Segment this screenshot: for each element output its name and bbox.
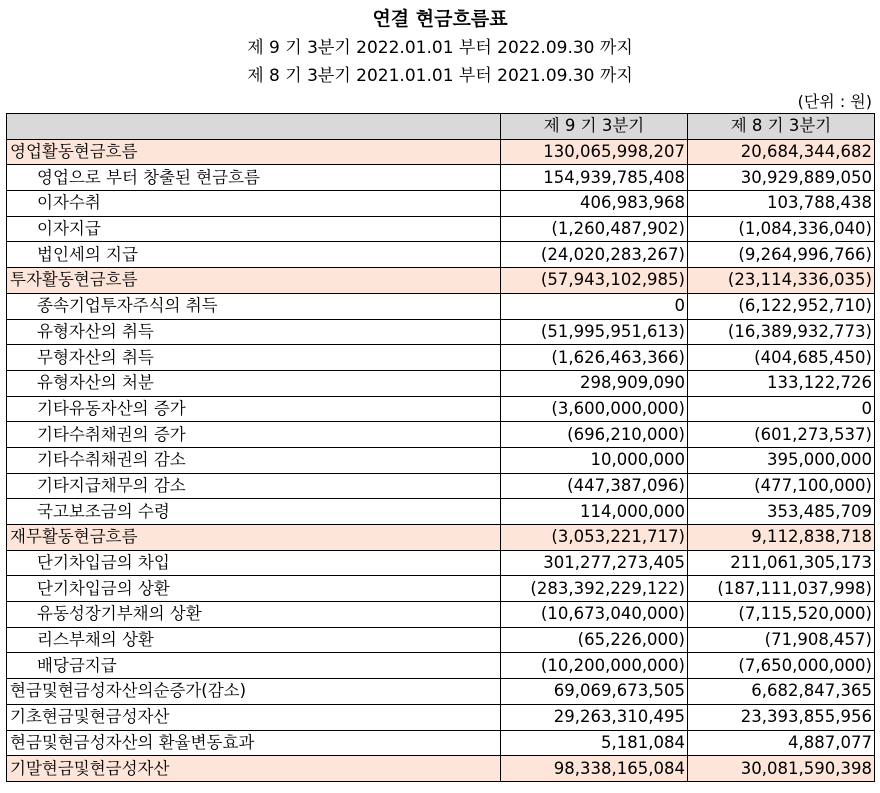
value-current-period: 98,338,165,084 bbox=[501, 756, 688, 782]
value-current-period: 5,181,084 bbox=[501, 730, 688, 756]
table-row bbox=[7, 473, 875, 499]
value-current-period: 10,000,000 bbox=[501, 447, 688, 473]
table-body bbox=[7, 139, 875, 781]
value-prior-period: 395,000,000 bbox=[688, 447, 875, 473]
table-row bbox=[7, 602, 875, 628]
table-row bbox=[7, 550, 875, 576]
table-row bbox=[7, 653, 875, 679]
value-prior-period: 353,485,709 bbox=[688, 499, 875, 525]
value-current-period: (24,020,283,267) bbox=[501, 242, 688, 268]
value-prior-period: 9,112,838,718 bbox=[688, 525, 875, 551]
table-row bbox=[7, 268, 875, 294]
table-row bbox=[7, 165, 875, 191]
header-prior-period: 제 8 기 3분기 bbox=[688, 114, 875, 140]
row-label: 유형자산의 처분 bbox=[7, 370, 501, 396]
value-current-period: (1,626,463,366) bbox=[501, 345, 688, 371]
value-prior-period: 30,081,590,398 bbox=[688, 756, 875, 782]
value-prior-period: (16,389,932,773) bbox=[688, 319, 875, 345]
row-label: 영업으로 부터 창출된 현금흐름 bbox=[7, 165, 501, 191]
value-prior-period: 30,929,889,050 bbox=[688, 165, 875, 191]
value-prior-period: (187,111,037,998) bbox=[688, 576, 875, 602]
value-prior-period: (404,685,450) bbox=[688, 345, 875, 371]
row-label: 법인세의 지급 bbox=[7, 242, 501, 268]
value-current-period: 298,909,090 bbox=[501, 370, 688, 396]
table-row bbox=[7, 345, 875, 371]
table-row bbox=[7, 704, 875, 730]
row-label: 현금및현금성자산의순증가(감소) bbox=[7, 679, 501, 705]
cash-flow-table bbox=[6, 113, 875, 782]
row-label: 재무활동현금흐름 bbox=[7, 525, 501, 551]
row-label: 단기차입금의 차입 bbox=[7, 550, 501, 576]
table-row bbox=[7, 730, 875, 756]
value-current-period: (3,053,221,717) bbox=[501, 525, 688, 551]
row-label: 기말현금및현금성자산 bbox=[7, 756, 501, 782]
table-row bbox=[7, 499, 875, 525]
value-prior-period: (71,908,457) bbox=[688, 627, 875, 653]
value-prior-period: (1,084,336,040) bbox=[688, 216, 875, 242]
value-prior-period: (477,100,000) bbox=[688, 473, 875, 499]
value-current-period: (1,260,487,902) bbox=[501, 216, 688, 242]
header-current-period: 제 9 기 3분기 bbox=[501, 114, 688, 140]
row-label: 단기차입금의 상환 bbox=[7, 576, 501, 602]
value-prior-period: (6,122,952,710) bbox=[688, 293, 875, 319]
row-label: 기타유동자산의 증가 bbox=[7, 396, 501, 422]
unit-label: (단위 : 원) bbox=[797, 92, 872, 111]
row-label: 배당금지급 bbox=[7, 653, 501, 679]
table-row bbox=[7, 576, 875, 602]
value-current-period: (57,943,102,985) bbox=[501, 268, 688, 294]
value-prior-period: 23,393,855,956 bbox=[688, 704, 875, 730]
table-row bbox=[7, 139, 875, 165]
value-prior-period: 20,684,344,682 bbox=[688, 139, 875, 165]
table-row bbox=[7, 627, 875, 653]
row-label: 이자지급 bbox=[7, 216, 501, 242]
row-label: 기타지급채무의 감소 bbox=[7, 473, 501, 499]
value-prior-period: (601,273,537) bbox=[688, 422, 875, 448]
value-prior-period: (7,115,520,000) bbox=[688, 602, 875, 628]
table-row bbox=[7, 319, 875, 345]
table-header-row bbox=[7, 114, 875, 140]
value-current-period: 114,000,000 bbox=[501, 499, 688, 525]
row-label: 기타수취채권의 감소 bbox=[7, 447, 501, 473]
value-current-period: 130,065,998,207 bbox=[501, 139, 688, 165]
row-label: 기초현금및현금성자산 bbox=[7, 704, 501, 730]
table-row bbox=[7, 525, 875, 551]
table-row bbox=[7, 191, 875, 217]
value-current-period: 154,939,785,408 bbox=[501, 165, 688, 191]
value-current-period: (283,392,229,122) bbox=[501, 576, 688, 602]
row-label: 유형자산의 취득 bbox=[7, 319, 501, 345]
table-row bbox=[7, 447, 875, 473]
row-label: 리스부채의 상환 bbox=[7, 627, 501, 653]
value-prior-period: 4,887,077 bbox=[688, 730, 875, 756]
value-current-period: (10,673,040,000) bbox=[501, 602, 688, 628]
row-label: 유동성장기부채의 상환 bbox=[7, 602, 501, 628]
value-current-period: 29,263,310,495 bbox=[501, 704, 688, 730]
table-row bbox=[7, 242, 875, 268]
value-current-period: (10,200,000,000) bbox=[501, 653, 688, 679]
table-row bbox=[7, 293, 875, 319]
row-label: 기타수취채권의 증가 bbox=[7, 422, 501, 448]
value-current-period: 0 bbox=[501, 293, 688, 319]
table-row bbox=[7, 422, 875, 448]
row-label: 종속기업투자주식의 취득 bbox=[7, 293, 501, 319]
value-prior-period: 103,788,438 bbox=[688, 191, 875, 217]
value-current-period: 69,069,673,505 bbox=[501, 679, 688, 705]
value-prior-period: 211,061,305,173 bbox=[688, 550, 875, 576]
value-current-period: 301,277,273,405 bbox=[501, 550, 688, 576]
table-row bbox=[7, 756, 875, 782]
value-prior-period: 6,682,847,365 bbox=[688, 679, 875, 705]
row-label: 무형자산의 취득 bbox=[7, 345, 501, 371]
value-current-period: (51,995,951,613) bbox=[501, 319, 688, 345]
row-label: 국고보조금의 수령 bbox=[7, 499, 501, 525]
table-row bbox=[7, 396, 875, 422]
header-label-cell bbox=[7, 114, 501, 140]
period-current: 제 9 기 3분기 2022.01.01 부터 2022.09.30 까지 bbox=[247, 38, 633, 58]
value-current-period: (3,600,000,000) bbox=[501, 396, 688, 422]
value-prior-period: 0 bbox=[688, 396, 875, 422]
row-label: 영업활동현금흐름 bbox=[7, 139, 501, 165]
value-current-period: 406,983,968 bbox=[501, 191, 688, 217]
row-label: 투자활동현금흐름 bbox=[7, 268, 501, 294]
value-prior-period: 133,122,726 bbox=[688, 370, 875, 396]
value-current-period: (696,210,000) bbox=[501, 422, 688, 448]
row-label: 현금및현금성자산의 환율변동효과 bbox=[7, 730, 501, 756]
table-row bbox=[7, 679, 875, 705]
value-prior-period: (7,650,000,000) bbox=[688, 653, 875, 679]
value-current-period: (65,226,000) bbox=[501, 627, 688, 653]
value-current-period: (447,387,096) bbox=[501, 473, 688, 499]
value-prior-period: (23,114,336,035) bbox=[688, 268, 875, 294]
value-prior-period: (9,264,996,766) bbox=[688, 242, 875, 268]
table-row bbox=[7, 216, 875, 242]
table-row bbox=[7, 370, 875, 396]
row-label: 이자수취 bbox=[7, 191, 501, 217]
period-prior: 제 8 기 3분기 2021.01.01 부터 2021.09.30 까지 bbox=[247, 66, 633, 86]
statement-title: 연결 현금흐름표 bbox=[372, 8, 508, 30]
